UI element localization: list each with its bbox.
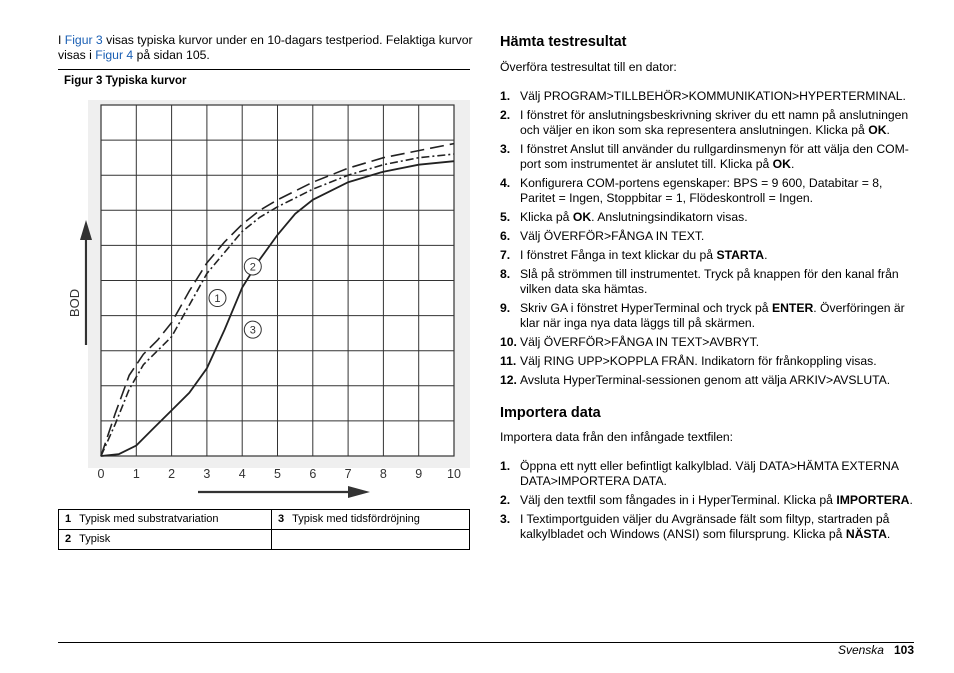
right-column (500, 33, 915, 546)
step-keyword: OK (772, 157, 791, 171)
intro-paragraph (58, 33, 478, 63)
step-keyword: STARTA (716, 248, 765, 262)
x-axis-arrow-head (348, 486, 370, 498)
step-text: Välj RING UPP>KOPPLA FRÅN. Indikatorn för frånkoppling visas. (520, 354, 877, 368)
step-number: 10. (500, 335, 517, 349)
section1-steps (500, 89, 915, 388)
section1-step-12 (500, 373, 915, 388)
callout-3 (244, 321, 261, 338)
legend-cell (272, 530, 470, 550)
step-text: Klicka på (520, 210, 573, 224)
callout-number: 3 (249, 324, 256, 337)
page-number: 103 (893, 643, 914, 657)
callout-number: 2 (249, 261, 256, 274)
heading-importera-data: Importera data (500, 405, 601, 421)
step-text: Välj ÖVERFÖR>FÅNGA IN TEXT>AVBRYT. (520, 335, 760, 349)
step-number: 12. (500, 373, 517, 387)
legend-row (59, 510, 470, 530)
intro-text-1: I (58, 33, 65, 47)
legend-cell (272, 510, 470, 530)
x-tick-label: 5 (274, 467, 281, 481)
x-tick-label: 2 (168, 467, 176, 481)
step-text: Avsluta HyperTerminal-sessionen genom att välja ARKIV>AVSLUTA. (520, 373, 891, 387)
step-text: . (790, 157, 795, 171)
section1-step-5 (500, 210, 915, 225)
step-text: . (909, 493, 913, 507)
step-text: . (886, 123, 890, 137)
step-number: 11. (500, 354, 517, 368)
section2-lead: Importera data från den infångade textfilen: (500, 430, 734, 444)
step-text: Välj ÖVERFÖR>FÅNGA IN TEXT. (520, 229, 705, 243)
step-text: Konfigurera COM-portens egenskaper: BPS = 9 600, Databitar = 8, Paritet = Ingen, Stoppbitar = 1, Flödeskontroll = Ingen. (520, 176, 883, 205)
chart-grid (88, 100, 470, 468)
intro-text-2: visas typiska kurvor under en 10-dagars testperiod. Felaktiga kurvor visas i (58, 33, 473, 62)
footer-language: Svenska (837, 643, 884, 657)
step-text: . Anslutningsindikatorn visas. (591, 210, 748, 224)
section2-step-2 (500, 493, 915, 508)
step-number: 3. (500, 512, 511, 526)
section1-lead: Överföra testresultat till en dator: (500, 60, 677, 74)
figure-legend-table (58, 509, 470, 550)
page-footer (838, 643, 914, 658)
legend-number: 1 (65, 513, 72, 525)
section1-step-6 (500, 229, 915, 244)
heading-hamta-testresultat: Hämta testresultat (500, 34, 627, 50)
section1-step-10 (500, 335, 915, 350)
step-number: 7. (500, 248, 511, 262)
step-text: Välj den textfil som fångades in i HyperTerminal. Klicka på (520, 493, 837, 507)
step-text: Skriv GA i fönstret HyperTerminal och tryck på (520, 301, 772, 315)
x-tick-label: 4 (238, 467, 246, 481)
step-text: Öppna ett nytt eller befintligt kalkylblad. Välj DATA>HÄMTA EXTERNA DATA>IMPORTERA DATA. (520, 459, 899, 488)
callout-2 (244, 258, 261, 275)
step-number: 9. (500, 301, 511, 315)
caption-rule (58, 69, 470, 70)
section1-step-8 (500, 267, 915, 297)
x-tick-label: 0 (97, 467, 105, 481)
step-text: I Textimportguiden väljer du Avgränsade fält som filtyp, startraden på kalkylbladet och Windows (ANSI) som filursprung. Klicka på (520, 512, 890, 541)
step-text: I fönstret Anslut till använder du rullgardinsmenyn för att välja den COM-port som instrumentet är anslutet till. Klicka på (520, 142, 909, 171)
legend-text: Typisk med tidsfördröjning (292, 513, 420, 525)
figure-caption: Figur 3 Typiska kurvor (64, 75, 187, 87)
figure-3-link[interactable]: Figur 3 (64, 33, 103, 47)
step-text: . (886, 527, 891, 541)
x-tick-label: 7 (344, 467, 352, 481)
intro-text-3: på sidan 105. (133, 48, 210, 62)
step-keyword: OK (572, 210, 592, 224)
step-number: 1. (500, 459, 511, 473)
figure-4-link[interactable]: Figur 4 (95, 48, 134, 62)
legend-text: Typisk (79, 533, 111, 545)
section1-step-7 (500, 248, 915, 263)
step-number: 3. (500, 142, 511, 156)
section1-step-11 (500, 354, 915, 369)
step-number: 2. (500, 493, 511, 507)
legend-text: Typisk med substratvariation (79, 513, 219, 525)
section1-step-9 (500, 301, 915, 331)
x-tick-label: 8 (379, 467, 387, 481)
legend-number: 3 (278, 513, 285, 525)
step-keyword: IMPORTERA (836, 493, 910, 507)
section1-step-3 (500, 142, 915, 172)
x-tick-label: 3 (203, 467, 211, 481)
section2-steps (500, 459, 915, 542)
step-text: I fönstret Fånga in text klickar du på (520, 248, 717, 262)
step-text: Slå på strömmen till instrumentet. Tryck på knappen för den kanal från vilken data ska hämtas. (520, 267, 899, 296)
step-number: 2. (500, 108, 511, 122)
section1-step-1 (500, 89, 915, 104)
section2-step-3 (500, 512, 915, 542)
section2-step-1 (500, 459, 915, 489)
step-text: I fönstret för anslutningsbeskrivning skriver du ett namn på anslutningen och väljer en ikon som ska representera anslutningen. Klicka på (520, 108, 909, 137)
x-tick-label: 1 (132, 467, 140, 481)
footer-rule (58, 642, 914, 643)
callout-1 (209, 290, 226, 307)
step-number: 8. (500, 267, 511, 281)
legend-cell (59, 530, 272, 550)
section1-step-4 (500, 176, 915, 206)
step-number: 6. (500, 229, 511, 243)
step-keyword: ENTER (771, 301, 814, 315)
step-keyword: OK (868, 123, 887, 137)
legend-number: 2 (65, 533, 72, 545)
step-number: 1. (500, 89, 511, 103)
x-tick-labels (98, 467, 461, 481)
step-keyword: NÄSTA (845, 527, 887, 541)
step-number: 5. (500, 210, 511, 224)
legend-cell (59, 510, 272, 530)
section1-step-2 (500, 108, 915, 138)
bod-curves-chart (67, 100, 470, 502)
x-tick-label: 6 (309, 467, 317, 481)
step-number: 4. (500, 176, 511, 190)
callout-number: 1 (214, 293, 221, 306)
step-text: . (764, 248, 768, 262)
y-axis-label: BOD (67, 288, 82, 318)
step-text: Välj PROGRAM>TILLBEHÖR>KOMMUNIKATION>HYPERTERMINAL. (520, 89, 906, 103)
x-tick-label: 9 (415, 467, 423, 481)
step-text: . Överföringen är klar när inga nya data läggs till på skärmen. (520, 301, 905, 330)
x-tick-label: 10 (447, 467, 461, 481)
legend-row (59, 530, 470, 550)
